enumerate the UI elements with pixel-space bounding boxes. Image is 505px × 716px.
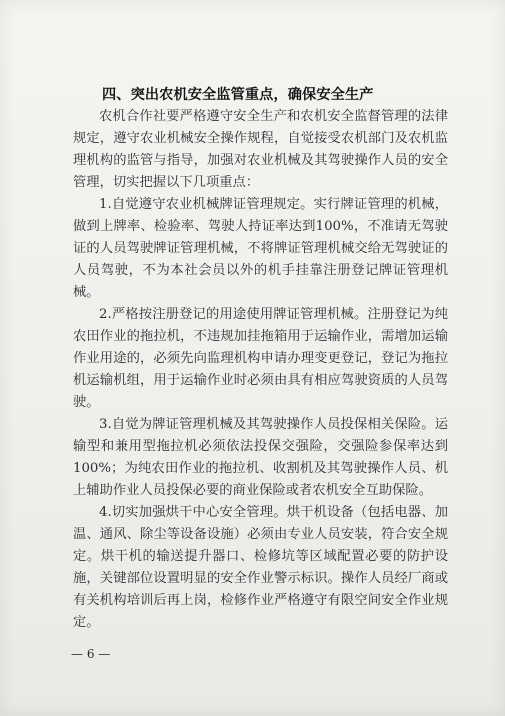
paragraph-2: 2.严格按注册登记的用途使用牌证管理机械。注册登记为纯农田作业的拖拉机，不违规加挂拖箱用于运输作业，需增加运输作业用途的，必须先向监理机构申请办理变更登记，登记为拖拉机运输机组，用于运输作业时必须由具有相应驾驶资质的人员驾驶。 (73, 307, 448, 410)
paragraph-4: 4.切实加强烘干中心安全管理。烘干机设备（包括电器、加温、通风、除尘等设备设施）必须由专业人员安装，符合安全规定。烘干机的输送提升器口、检修坑等区域配置必要的防护设施，关键部位设置明显的安全作业警示标识。操作人员经厂商或有关机构培训后再上岗，检修作业严格遵守有限空间安全作业规定。 (73, 505, 448, 630)
page-number: — 6 — (71, 647, 111, 661)
paragraph-1: 1.自觉遵守农业机械牌证管理规定。实行牌证管理的机械，做到上牌率、检验率、驾驶人持证率达到100%，不准请无驾驶证的人员驾驶牌证管理机械，不将牌证管理机械交给无驾驶证的人员驾驶，不为本社会员以外的机手挂靠注册登记牌证管理机械。 (73, 197, 448, 300)
document-body (73, 84, 448, 634)
paragraph-intro: 农机合作社要严格遵守安全生产和农机安全监督管理的法律规定，遵守农业机械安全操作规程，自觉接受农机部门及农机监理机构的监管与指导，加强对农业机械及其驾驶操作人员的安全管理，切实把握以下几项重点： (73, 109, 448, 190)
section-heading: 四、突出农机安全监管重点，确保安全生产 (102, 87, 374, 103)
paragraph-3: 3.自觉为牌证管理机械及其驾驶操作人员投保相关保险。运输型和兼用型拖拉机必须依法投保交强险，交强险参保率达到100%；为纯农田作业的拖拉机、收割机及其驾驶操作人员、机上辅助作业人员投保必要的商业保险或者农机安全互助保险。 (73, 417, 448, 498)
